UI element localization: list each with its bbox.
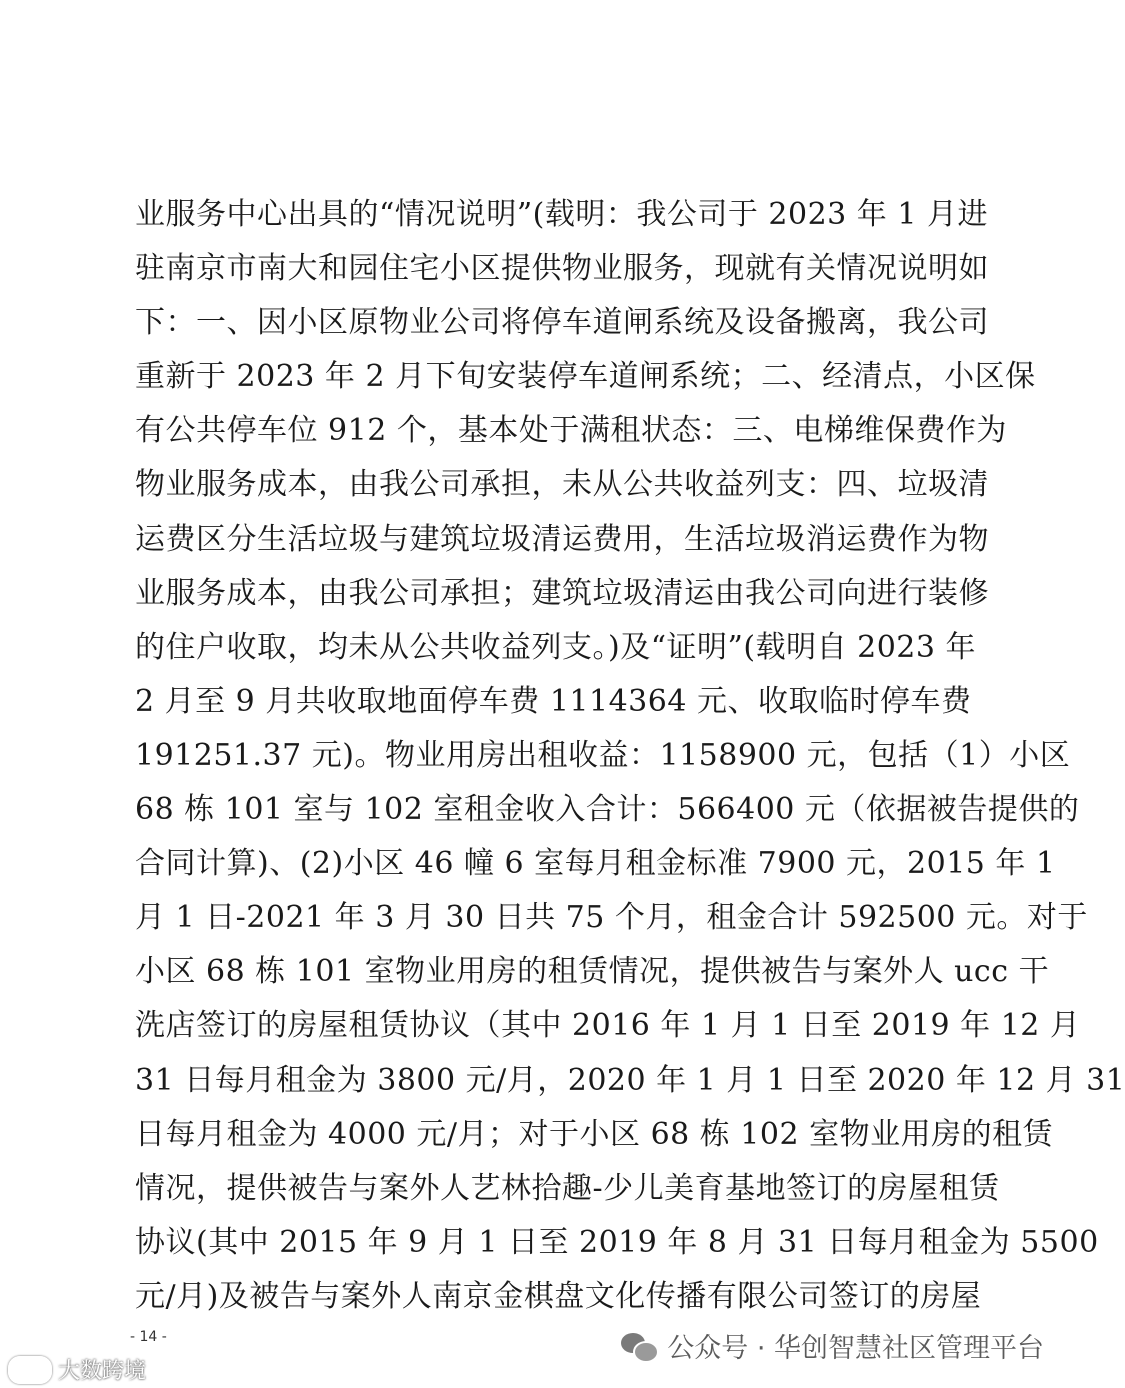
corner-watermark-text: 大数跨境 <box>58 1359 147 1384</box>
page-number: - 14 - <box>130 1329 167 1345</box>
document-body <box>135 188 1125 1324</box>
text-line: 月 1 日-2021 年 3 月 30 日共 75 个月，租金合计 592500 元。对于 <box>135 900 1088 936</box>
corner-watermark <box>8 1354 146 1385</box>
text-line: 驻南京市南大和园住宅小区提供物业服务，现就有关情况说明如 <box>135 251 989 287</box>
text-line: 的住户收取，均未从公共收益列支。)及“证明”(载明自 2023 年 <box>135 629 977 665</box>
text-line: 日每月租金为 4000 元/月；对于小区 68 栋 102 室物业用房的租赁 <box>135 1116 1054 1152</box>
logo-icon <box>8 1356 52 1384</box>
text-line: 业服务中心出具的“情况说明”(载明：我公司于 2023 年 1 月进 <box>135 197 988 232</box>
watermark <box>621 1326 1044 1365</box>
text-line: 洗店签订的房屋租赁协议（其中 2016 年 1 月 1 日至 2019 年 12 月 <box>135 1008 1081 1044</box>
text-line: 下：一、因小区原物业公司将停车道闸系统及设备搬离，我公司 <box>135 305 989 341</box>
text-line: 情况，提供被告与案外人艺林拾趣-少儿美育基地签订的房屋租赁 <box>135 1170 1000 1206</box>
text-line: 物业服务成本，由我公司承担，未从公共收益列支：四、垃圾清 <box>135 467 989 503</box>
text-line: 191251.37 元)。物业用房出租收益：1158900 元，包括（1）小区 <box>135 737 1071 773</box>
wechat-icon <box>621 1331 657 1361</box>
text-line: 协议(其中 2015 年 9 月 1 日至 2019 年 8 月 31 日每月租金为 5500 <box>135 1224 1099 1260</box>
text-line: 小区 68 栋 101 室物业用房的租赁情况，提供被告与案外人 ucc 干 <box>135 954 1050 990</box>
text-line: 31 日每月租金为 3800 元/月，2020 年 1 月 1 日至 2020 年 12 月 31 <box>135 1062 1125 1098</box>
text-line: 元/月)及被告与案外人南京金棋盘文化传播有限公司签订的房屋 <box>135 1278 982 1314</box>
text-line: 重新于 2023 年 2 月下旬安装停车道闸系统；二、经清点，小区保 <box>135 359 1036 395</box>
text-line: 合同计算)、(2)小区 46 幢 6 室每月租金标准 7900 元，2015 年 1 <box>135 846 1056 882</box>
watermark-text: 公众号 · 华创智慧社区管理平台 <box>667 1333 1044 1364</box>
text-line: 有公共停车位 912 个，基本处于满租状态：三、电梯维保费作为 <box>135 413 1007 449</box>
text-line: 运费区分生活垃圾与建筑垃圾清运费用，生活垃圾消运费作为物 <box>135 521 989 557</box>
text-line: 68 栋 101 室与 102 室租金收入合计：566400 元（依据被告提供的 <box>135 792 1080 828</box>
text-line: 业服务成本，由我公司承担；建筑垃圾清运由我公司向进行装修 <box>135 575 989 611</box>
text-line: 2 月至 9 月共收取地面停车费 1114364 元、收取临时停车费 <box>135 683 972 719</box>
